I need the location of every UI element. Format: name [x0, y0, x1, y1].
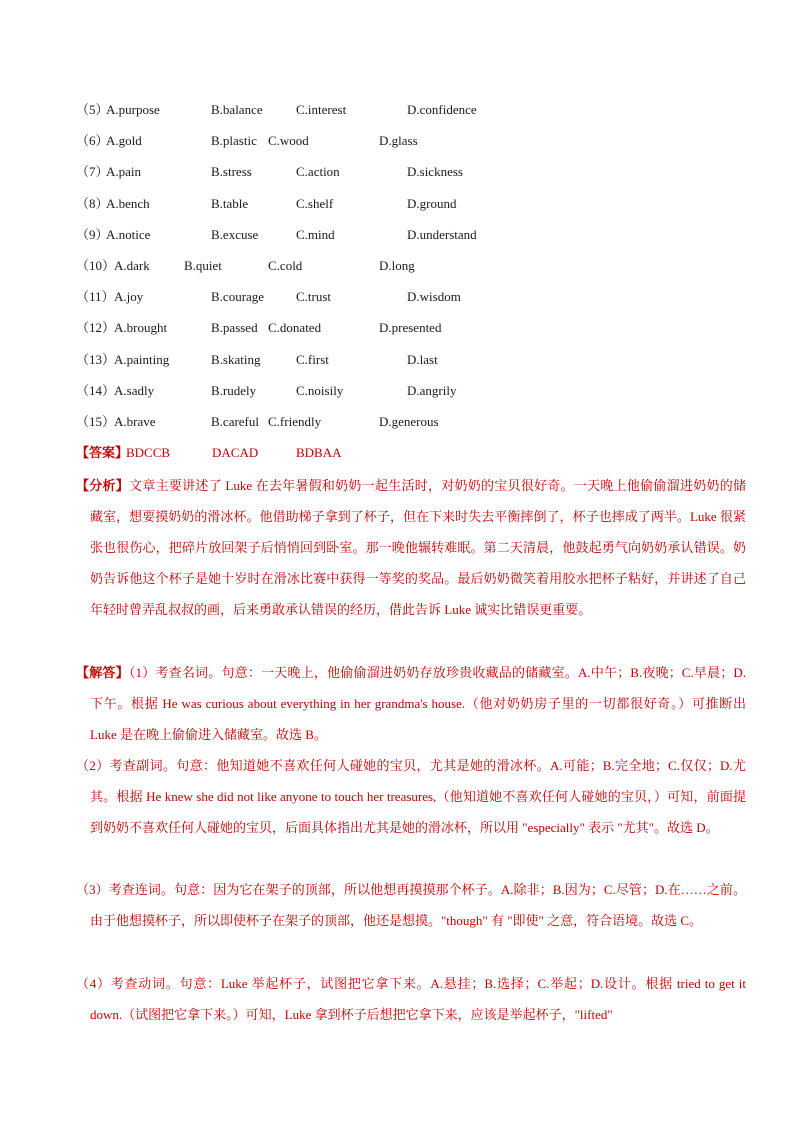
- option-a: A.gold: [106, 133, 142, 149]
- option-b: B.balance: [211, 102, 263, 117]
- option-a: A.pain: [106, 164, 142, 180]
- option-row: [0, 162, 794, 182]
- option-b: B.stress: [211, 164, 252, 180]
- option-c: C.wood: [268, 133, 309, 149]
- option-a: A.brave: [114, 414, 156, 429]
- option-d: D.last: [407, 351, 438, 367]
- question-number: （5）: [76, 102, 109, 117]
- solution-item-2: [76, 750, 746, 843]
- option-b: B.passed: [211, 320, 258, 336]
- solution-label: 【解答】: [76, 665, 129, 680]
- solution-item-3: [76, 874, 746, 936]
- solution-text-2: （2）考查副词。句意：他知道她不喜欢任何人碰她的宝贝，尤其是她的滑冰杯。A.可能；B.完全地；C.仅仅；D.尤其。根据 He knew she did not like anyone to touch her treasures,（他知道她不喜欢任何人碰她的宝贝，）可知，前面提到奶奶不喜欢任何人碰她的宝贝，后面具体指出尤其是她的滑冰杯，所以用 "especially" 表示 "尤其"。故选 D。: [76, 758, 746, 835]
- option-row: [0, 256, 794, 276]
- solution-text-4: （4）考查动词。句意：Luke 举起杯子，试图把它拿下来。A.悬挂；B.选择；C.举起；D.设计。根据 tried to get it down.（试图把它拿下来。）可知，Luke 拿到杯子后想把它拿下来，应该是举起杯子，"lifted": [76, 976, 746, 1022]
- option-a: A.painting: [114, 351, 170, 367]
- option-d: D.wisdom: [407, 289, 461, 305]
- analysis-text: 文章主要讲述了 Luke 在去年暑假和奶奶一起生活时，对奶奶的宝贝很好奇。一天晚上他偷偷溜进奶奶的储藏室，想要摸奶奶的滑冰杯。他借助梯子拿到了杯子，但在下来时失去平衡摔倒了，杯子也摔成了两半。Luke 很紧张也很伤心，把碎片放回架子后悄悄回到卧室。那一晚他辗转难眠。第二天清晨，他鼓起勇气向奶奶承认错误。奶奶告诉他这个杯子是她十岁时在滑冰比赛中获得一等奖的奖品。最后奶奶微笑着用胶水把杯子粘好，并讲述了自己年轻时曾弄乱叔叔的画，后来勇敢承认错误的经历，借此告诉 Luke 诚实比错误更重要。: [90, 478, 746, 617]
- option-b: B.table: [211, 195, 249, 211]
- option-b: B.quiet: [184, 258, 222, 273]
- option-c: C.trust: [296, 289, 332, 305]
- option-row: [0, 194, 794, 214]
- question-number: （9）: [76, 226, 109, 242]
- option-d: D.long: [379, 258, 415, 273]
- option-row: [0, 318, 794, 338]
- option-row: [0, 412, 794, 432]
- solution-text-1: （1）考查名词。句意：一天晚上，他偷偷溜进奶奶存放珍贵收藏品的储藏室。A.中午；B.夜晚；C.早晨；D.下午。根据 He was curious about everything in her grandma's house.（他对奶奶房子里的一切都很好奇。）可推断出 Luke 是在晚上偷偷进入储藏室。故选 B。: [90, 665, 746, 742]
- option-a: A.sadly: [114, 382, 155, 398]
- option-d: D.confidence: [407, 102, 477, 117]
- option-d: D.generous: [379, 414, 439, 429]
- option-c: C.shelf: [296, 195, 334, 211]
- option-a: A.notice: [106, 226, 151, 242]
- question-number: （8）: [76, 195, 109, 211]
- option-a: A.brought: [114, 320, 168, 336]
- question-number: （7）: [76, 164, 109, 180]
- option-c: C.noisily: [296, 382, 344, 398]
- option-a: A.joy: [114, 289, 144, 305]
- option-a: A.dark: [114, 258, 150, 273]
- option-row: [0, 225, 794, 245]
- option-d: D.understand: [407, 226, 477, 242]
- option-row: [0, 381, 794, 401]
- solution-item-4: [76, 968, 746, 1030]
- option-a: A.bench: [106, 195, 150, 211]
- option-d: D.presented: [379, 320, 442, 336]
- question-number: （10）: [76, 258, 116, 273]
- option-c: C.mind: [296, 226, 335, 242]
- answer-group-1: BDCCB: [126, 445, 171, 460]
- solution-text-3: （3）考查连词。句意：因为它在架子的顶部，所以他想再摸摸那个杯子。A.除非；B.因为；C.尽管；D.在……之前。由于他想摸杯子，所以即使杯子在架子的顶部，他还是想摸。"though" 有 "即使" 之意，符合语境。故选 C。: [76, 882, 746, 928]
- question-number: （13）: [76, 351, 116, 367]
- option-c: C.cold: [268, 258, 303, 273]
- question-number: （11）: [76, 289, 115, 305]
- option-b: B.rudely: [211, 382, 257, 398]
- answer-row: [0, 443, 794, 463]
- question-number: （15）: [76, 414, 116, 429]
- option-b: B.excuse: [211, 226, 259, 242]
- option-row: [0, 350, 794, 370]
- solution-item-1: [76, 657, 746, 750]
- answer-group-3: BDBAA: [296, 445, 342, 460]
- option-c: C.interest: [296, 102, 347, 117]
- question-number: （14）: [76, 382, 116, 398]
- option-b: B.plastic: [211, 133, 257, 149]
- question-number: （12）: [76, 320, 116, 336]
- option-d: D.sickness: [407, 164, 463, 180]
- option-d: D.glass: [379, 133, 418, 149]
- option-c: C.donated: [268, 320, 322, 336]
- option-row: [0, 100, 794, 120]
- option-c: C.friendly: [268, 414, 322, 429]
- option-b: B.courage: [211, 289, 265, 305]
- option-row: [0, 131, 794, 151]
- option-c: C.action: [296, 164, 340, 180]
- option-d: D.angrily: [407, 382, 457, 398]
- answer-group-2: DACAD: [212, 445, 259, 460]
- option-b: B.skating: [211, 351, 261, 367]
- analysis-label: 【分析】: [76, 478, 130, 493]
- answer-label: 【答案】: [76, 445, 129, 460]
- option-row: [0, 287, 794, 307]
- option-d: D.ground: [407, 195, 457, 211]
- analysis-paragraph: [76, 470, 746, 625]
- option-c: C.first: [296, 351, 329, 367]
- question-number: （6）: [76, 133, 109, 149]
- option-a: A.purpose: [106, 102, 160, 117]
- option-b: B.careful: [211, 414, 260, 429]
